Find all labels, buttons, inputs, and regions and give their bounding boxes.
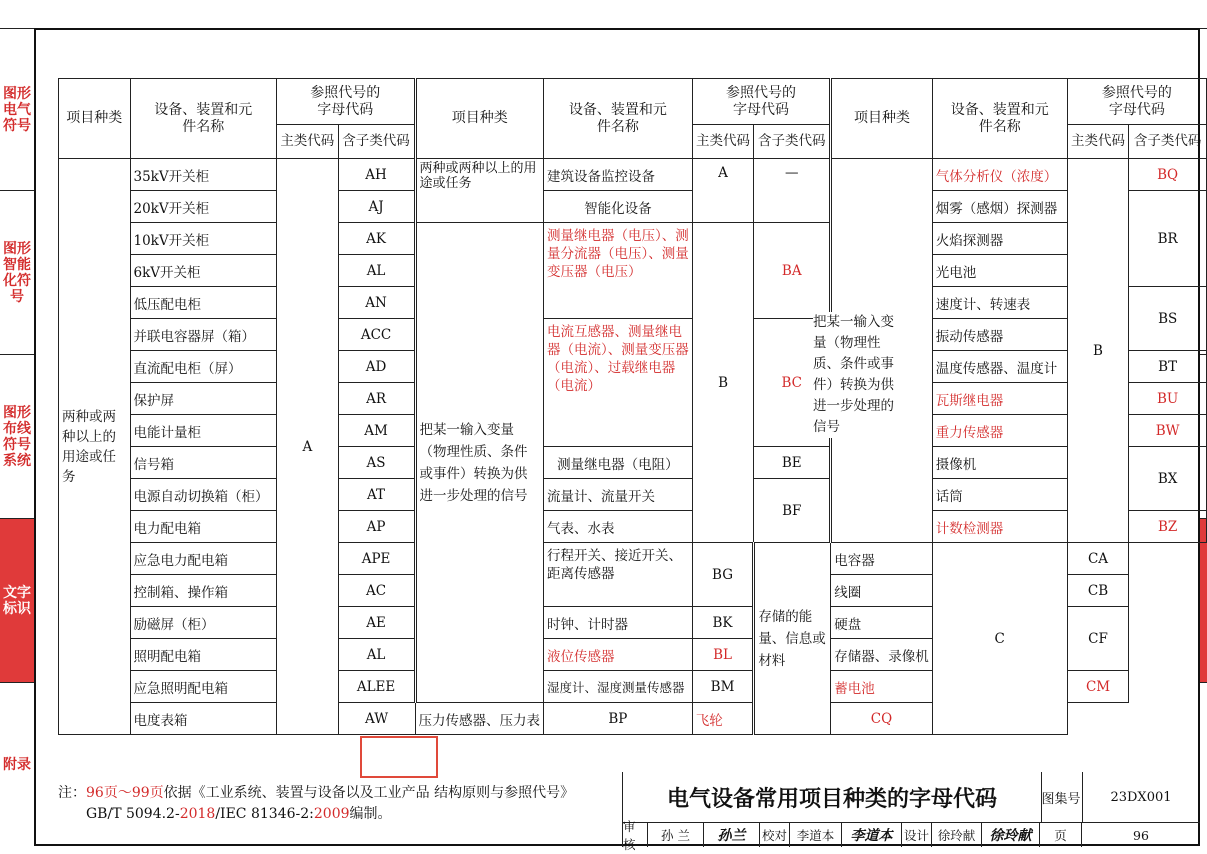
table-cell-name: 电容器: [831, 543, 933, 575]
table-cell-sub: CF: [1067, 607, 1129, 671]
table-cell-sub: AC: [338, 575, 415, 607]
table-cell-name: 光电池: [932, 255, 1067, 287]
table-cell-name: 液位传感器: [544, 639, 693, 671]
table-cell-name: 电能计量柜: [130, 415, 277, 447]
left-sidebar: [0, 28, 34, 846]
table-cell-name: 建筑设备监控设备: [544, 159, 693, 191]
reviewer-name: 孙 兰: [648, 823, 704, 847]
table-cell-sub: BW: [1129, 415, 1207, 447]
page-label: 页: [1040, 823, 1082, 847]
code-table: [58, 78, 1207, 735]
table-cell-name: 行程开关、接近开关、距离传感器: [544, 543, 693, 607]
group2-main-code-b: B: [692, 223, 754, 543]
table-cell-name: 线圈: [831, 575, 933, 607]
signature-row: [622, 819, 1200, 852]
table-cell-name: 摄像机: [932, 447, 1067, 479]
table-cell-name: 话筒: [932, 479, 1067, 511]
table-cell-name: 速度计、转速表: [932, 287, 1067, 319]
table-cell-sub: AR: [338, 383, 415, 415]
header-sub-code: 含子类代码: [338, 125, 415, 159]
sidebar-tab-label: 图形电气符号: [3, 85, 31, 134]
table-cell-name: 振动传感器: [932, 319, 1067, 351]
table-cell-sub: ACC: [338, 319, 415, 351]
note-pages: 96页～99页: [86, 785, 164, 801]
table-cell-name: 电源自动切换箱（柜）: [130, 479, 277, 511]
table-cell-sub: APE: [338, 543, 415, 575]
note-prefix: 注：: [58, 785, 86, 801]
header-ref-code: 参照代号的字母代码: [1067, 79, 1206, 125]
table-cell-sub: BC: [754, 319, 831, 447]
table-cell-sub: BE: [754, 447, 831, 479]
header-item-type: 项目种类: [415, 79, 544, 159]
table-cell-name: 压力传感器、压力表: [415, 703, 544, 735]
table-cell-name: 计数检测器: [932, 511, 1067, 543]
checker-name: 李道本: [790, 823, 842, 847]
table-cell-name: 35kV开关柜: [130, 159, 277, 191]
note-standard-year: 2018: [179, 806, 216, 822]
note-standard: GB/T 5094.2-: [86, 806, 180, 822]
table-cell-sub: BK: [692, 607, 754, 639]
table-cell-sub: BT: [1129, 351, 1207, 383]
table-cell-sub: —: [754, 159, 831, 223]
table-cell-name: 照明配电箱: [130, 639, 277, 671]
table-cell-sub: CA: [1067, 543, 1129, 575]
table-cell-name: 流量计、流量开关: [544, 479, 693, 511]
table-cell-name: 电流互感器、测量继电器（电流）、测量变压器（电流）、过载继电器（电流）: [544, 319, 693, 447]
group3-main-code-b: B: [1067, 159, 1129, 543]
header-ref-code: 参照代号的字母代码: [277, 79, 415, 125]
table-cell-sub: AN: [338, 287, 415, 319]
designer-signature: 徐玲献: [982, 823, 1040, 847]
header-ref-code: 参照代号的字母代码: [692, 79, 830, 125]
group1-item-type: 两种或两种以上的用途或任务: [59, 159, 131, 735]
selection-highlight-box: [360, 736, 438, 778]
table-cell-name: 并联电容器屏（箱）: [130, 319, 277, 351]
sidebar-tab-label: 图形布线符号系统: [3, 404, 31, 469]
table-cell-name: 时钟、计时器: [544, 607, 693, 639]
group3-item-type-b: 把某一输入变量（物理性质、条件或事件）转换为供进一步处理的信号: [813, 312, 901, 438]
table-cell-sub: AP: [338, 511, 415, 543]
sidebar-tab-label: 附录: [3, 756, 31, 773]
table-cell-name: 20kV开关柜: [130, 191, 277, 223]
header-device-name: 设备、装置和元件名称: [932, 79, 1067, 159]
review-label: 审核: [622, 823, 648, 847]
group2-item-type-a: 两种或两种以上的用途或任务: [415, 159, 544, 223]
table-cell-sub: CB: [1067, 575, 1129, 607]
atlas-code: 23DX001: [1110, 789, 1172, 805]
group3-item-type-c: 存储的能量、信息或材料: [754, 543, 831, 735]
table-cell-sub: BS: [1129, 287, 1207, 351]
table-cell-name: 应急电力配电箱: [130, 543, 277, 575]
title-block: [622, 772, 1200, 852]
table-cell-sub: CQ: [831, 703, 933, 735]
note-iec-year: 2009: [313, 806, 350, 822]
table-cell-sub: AT: [338, 479, 415, 511]
header-device-name: 设备、装置和元件名称: [130, 79, 277, 159]
table-cell-name: 飞轮: [692, 703, 754, 735]
table-cell-name: 存储器、录像机: [831, 639, 933, 671]
table-cell-sub: BF: [754, 479, 831, 543]
table-cell-name: 温度传感器、温度计: [932, 351, 1067, 383]
table-cell-sub: AK: [338, 223, 415, 255]
table-cell-name: 电力配电箱: [130, 511, 277, 543]
table-cell-name: 气表、水表: [544, 511, 693, 543]
header-sub-code: 含子类代码: [754, 125, 831, 159]
table-cell-name: 6kV开关柜: [130, 255, 277, 287]
sidebar-tab-label: 图形智能化符号: [3, 240, 31, 305]
header-sub-code: 含子类代码: [1129, 125, 1207, 159]
table-cell-sub: AJ: [338, 191, 415, 223]
table-cell-sub: AL: [338, 639, 415, 671]
header-main-code: 主类代码: [1067, 125, 1129, 159]
table-cell-name: 硬盘: [831, 607, 933, 639]
table-cell-sub: BX: [1129, 447, 1207, 511]
table-cell-name: 智能化设备: [544, 191, 693, 223]
note-standard-iec: /IEC 81346-2:: [215, 806, 314, 822]
page-number: 96: [1133, 827, 1149, 843]
table-cell-name: 电度表箱: [130, 703, 277, 735]
note-text: 依据《工业系统、装置与设备以及工业产品 结构原则与参照代号》: [163, 785, 575, 801]
table-cell-name: 10kV开关柜: [130, 223, 277, 255]
table-cell-name: 火焰探测器: [932, 223, 1067, 255]
table-cell-name: 信号箱: [130, 447, 277, 479]
footnote: [58, 783, 574, 825]
table-cell-sub: CM: [1067, 671, 1129, 703]
header-item-type: 项目种类: [59, 79, 131, 159]
table-cell-name: 测量继电器（电阻）: [544, 447, 693, 479]
sidebar-tab-text-marking[interactable]: [0, 518, 34, 682]
table-cell-name: 瓦斯继电器: [932, 383, 1067, 415]
table-cell-sub: BL: [692, 639, 754, 671]
table-cell-sub: ALEE: [338, 671, 415, 703]
designer-name: 徐玲献: [932, 823, 982, 847]
table-cell-sub: BZ: [1129, 511, 1207, 543]
table-cell-name: 蓄电池: [831, 671, 933, 703]
table-cell-sub: BU: [1129, 383, 1207, 415]
table-cell-name: 应急照明配电箱: [130, 671, 277, 703]
sidebar-tab-label: 文字标识: [3, 584, 31, 617]
table-cell-sub: AE: [338, 607, 415, 639]
table-cell-name: 烟雾（感烟）探测器: [932, 191, 1067, 223]
page-title: 电气设备常用项目种类的字母代码: [622, 772, 1042, 822]
sidebar-tab-intelligent-symbols[interactable]: [0, 190, 34, 354]
table-cell-sub: AS: [338, 447, 415, 479]
table-cell-sub: BG: [692, 543, 754, 607]
table-cell-sub: AD: [338, 351, 415, 383]
table-cell-name: 励磁屏（柜）: [130, 607, 277, 639]
group3-main-code-c: C: [932, 543, 1067, 735]
sidebar-tab-appendix[interactable]: [0, 682, 34, 846]
group2-main-code-a: A: [692, 159, 754, 223]
table-cell-name: 低压配电柜: [130, 287, 277, 319]
table-cell-name: 直流配电柜（屏）: [130, 351, 277, 383]
header-item-type: 项目种类: [831, 79, 933, 159]
table-cell-sub: AL: [338, 255, 415, 287]
table-cell-sub: AH: [338, 159, 415, 191]
table-cell-name: 重力传感器: [932, 415, 1067, 447]
table-cell-sub: AM: [338, 415, 415, 447]
reviewer-signature: 孙兰: [704, 823, 760, 847]
table-cell-sub: BP: [544, 703, 693, 735]
table-cell-sub: BQ: [1129, 159, 1207, 191]
table-cell-name: 控制箱、操作箱: [130, 575, 277, 607]
table-cell-sub: BR: [1129, 191, 1207, 287]
table-cell-name: 气体分析仪（浓度）: [932, 159, 1067, 191]
sidebar-tab-wiring-symbols[interactable]: [0, 354, 34, 518]
check-label: 校对: [760, 823, 790, 847]
table-cell-sub: AW: [338, 703, 415, 735]
group2-item-type-b: 把某一输入变量（物理性质、条件或事件）转换为供进一步处理的信号: [415, 223, 544, 703]
header-device-name: 设备、装置和元件名称: [544, 79, 693, 159]
table-cell-sub: BA: [754, 223, 831, 319]
table-cell-name: 保护屏: [130, 383, 277, 415]
atlas-label: 图集号: [1040, 772, 1083, 822]
header-main-code: 主类代码: [277, 125, 339, 159]
table-cell-sub: BM: [692, 671, 754, 703]
note-suffix: 编制。: [349, 806, 392, 822]
table-cell-name: 测量继电器（电压）、测量分流器（电压）、测量变压器（电压）: [544, 223, 693, 319]
group1-main-code: A: [277, 159, 339, 735]
sidebar-tab-electrical-symbols[interactable]: [0, 28, 34, 190]
design-label: 设计: [902, 823, 932, 847]
checker-signature: 李道本: [842, 823, 902, 847]
header-main-code: 主类代码: [692, 125, 754, 159]
table-cell-name: 湿度计、湿度测量传感器: [544, 671, 693, 703]
